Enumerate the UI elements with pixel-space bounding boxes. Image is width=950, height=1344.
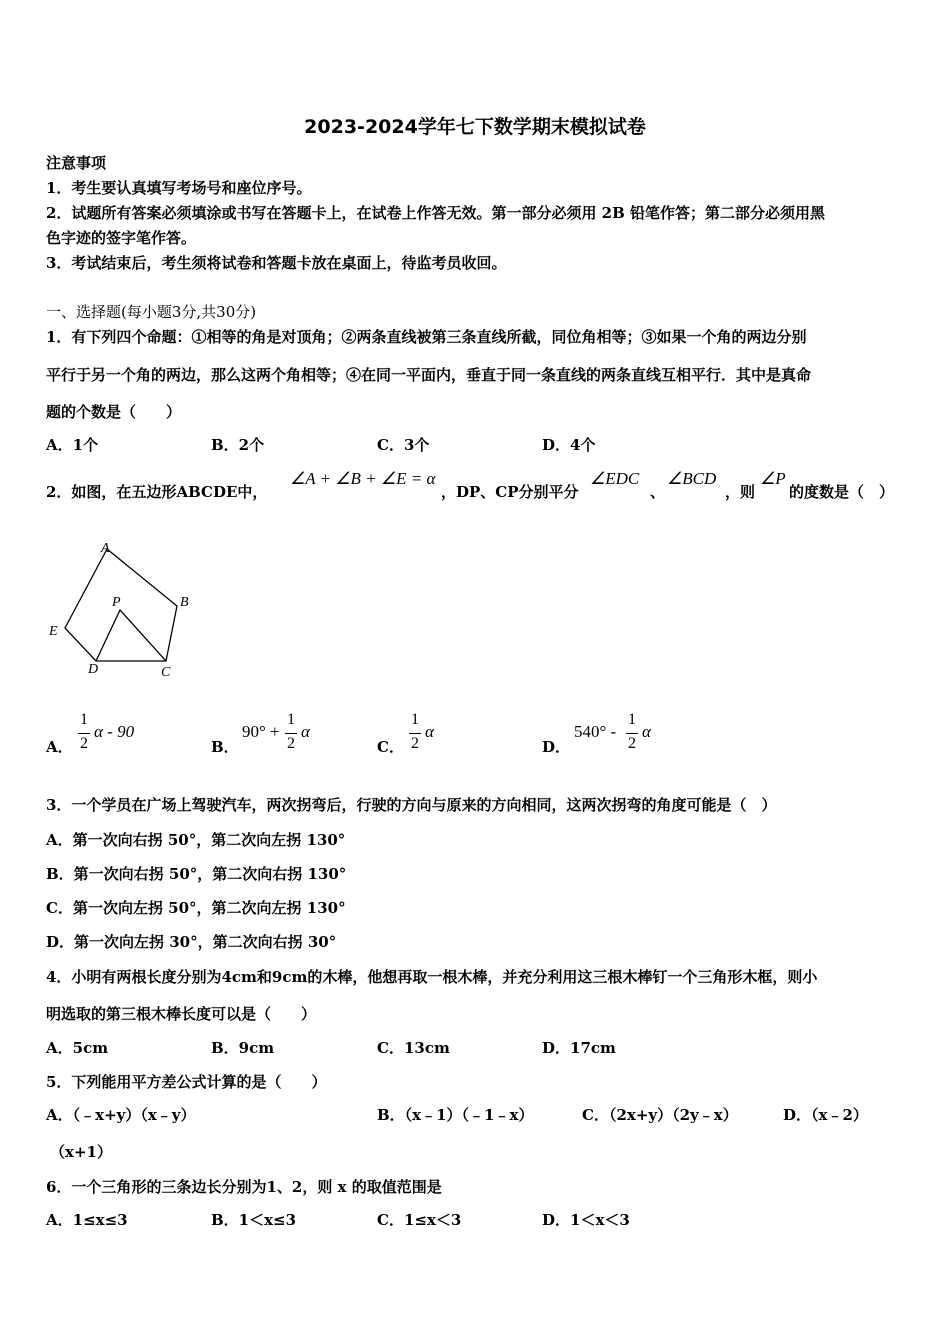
q2-option-b-label: B． <box>211 738 239 756</box>
q2-separator: 、 <box>650 483 666 501</box>
q2-option-a-denominator: 2 <box>80 735 88 752</box>
fraction-bar <box>285 733 297 734</box>
q1-line-3: 题的个数是（ ） <box>46 403 182 421</box>
vertex-label-c: C <box>161 665 171 680</box>
q2-option-d-prefix: 540° - <box>574 722 617 741</box>
q3-stem: 3．一个学员在广场上驾驶汽车，两次拐弯后，行驶的方向与原来的方向相同，这两次拐弯的角度可能是（ ） <box>46 796 777 814</box>
vertex-label-d: D <box>88 662 99 677</box>
q2-mid-1: ，DP、CP分别平分 <box>441 483 579 501</box>
q2-prefix: 2．如图，在五边形ABCDE中， <box>46 483 268 501</box>
q3-option-d: D．第一次向左拐 30°，第二次向右拐 30° <box>46 933 337 951</box>
q2-angle-sum: ∠A + ∠B + ∠E = α <box>290 469 436 488</box>
notice-item-1: 1．考生要认真填写考场号和座位序号。 <box>46 179 312 197</box>
notice-item-2: 2．试题所有答案必须填涂或书写在答题卡上，在试卷上作答无效。第一部分必须用 2B 铅笔作答；第二部分必须用黑 <box>46 204 826 222</box>
q1-option-d: D．4个 <box>542 436 596 454</box>
q1-option-a: A．1个 <box>46 436 99 454</box>
q5-option-a: A．（﹣x+y）（x﹣y） <box>46 1106 196 1124</box>
q2-option-a-label: A． <box>46 738 73 756</box>
section-heading: 一、选择题(每小题3分,共30分) <box>46 303 257 321</box>
q6-stem: 6．一个三角形的三条边长分别为1、2，则 x 的取值范围是 <box>46 1178 442 1196</box>
q2-angle-bcd: ∠BCD <box>667 469 717 488</box>
q1-line-1: 1．有下列四个命题：①相等的角是对顶角；②两条直线被第三条直线所截，同位角相等；③如果一个角的两边分别 <box>46 328 807 346</box>
q6-option-b: B．1＜x≤3 <box>211 1211 297 1229</box>
q4-option-a: A．5cm <box>46 1039 109 1057</box>
vertex-label-b: B <box>180 595 189 610</box>
q5-option-b: B．（x﹣1）（﹣1﹣x） <box>377 1106 534 1124</box>
vertex-label-e: E <box>49 624 58 639</box>
q4-option-c: C．13cm <box>377 1039 450 1057</box>
pentagon-outline <box>65 549 177 661</box>
q3-option-c: C．第一次向左拐 50°，第二次向左拐 130° <box>46 899 346 917</box>
q5-option-d: D．（x﹣2） <box>783 1106 868 1124</box>
q2-option-c-denominator: 2 <box>411 735 419 752</box>
q6-option-d: D．1＜x＜3 <box>542 1211 630 1229</box>
q2-option-c-expr: α <box>425 722 434 741</box>
q2-option-d-numerator: 1 <box>628 711 636 728</box>
q4-line-2: 明选取的第三根木棒长度可以是（ ） <box>46 1005 317 1023</box>
notice-item-2-cont: 色字迹的签字笔作答。 <box>46 229 197 247</box>
q1-option-b: B．2个 <box>211 436 265 454</box>
q4-option-d: D．17cm <box>542 1039 616 1057</box>
pentagon-figure <box>40 535 210 685</box>
q4-line-1: 4．小明有两根长度分别为4cm和9cm的木棒，他想再取一根木棒，并充分利用这三根木棒钉一个三角形木框，则小 <box>46 968 818 986</box>
q2-option-b-denominator: 2 <box>287 735 295 752</box>
q2-angle-edc: ∠EDC <box>590 469 640 488</box>
notice-heading: 注意事项 <box>46 154 107 172</box>
q2-option-c-label: C． <box>377 738 404 756</box>
q1-option-c: C．3个 <box>377 436 430 454</box>
q5-option-c: C．（2x+y）（2y﹣x） <box>582 1106 738 1124</box>
q1-line-2: 平行于另一个角的两边，那么这两个角相等；④在同一平面内，垂直于同一条直线的两条直线互相平行．其中是真命 <box>46 366 812 384</box>
q2-option-d-label: D． <box>542 738 571 756</box>
q2-suffix: 的度数是（ ） <box>789 483 895 501</box>
q2-option-b-prefix: 90° + <box>242 722 280 741</box>
q2-option-d-denominator: 2 <box>628 735 636 752</box>
vertex-label-p: P <box>112 595 121 610</box>
q5-option-d-cont: （x+1） <box>50 1143 112 1161</box>
q6-option-a: A．1≤x≤3 <box>46 1211 128 1229</box>
q3-option-a: A．第一次向右拐 50°，第二次向左拐 130° <box>46 831 346 849</box>
fraction-bar <box>78 733 90 734</box>
page-title: 2023-2024学年七下数学期末模拟试卷 <box>304 116 646 138</box>
fraction-bar <box>626 733 638 734</box>
fraction-bar <box>409 733 421 734</box>
q4-option-b: B．9cm <box>211 1039 275 1057</box>
q6-option-c: C．1≤x＜3 <box>377 1211 462 1229</box>
triangle-pdc <box>96 610 166 661</box>
q2-option-b-numerator: 1 <box>287 711 295 728</box>
notice-item-3: 3．考试结束后，考生须将试卷和答题卡放在桌面上，待监考员收回。 <box>46 254 507 272</box>
vertex-label-a: A <box>101 541 110 556</box>
q2-option-d-expr: α <box>642 722 651 741</box>
q5-stem: 5．下列能用平方差公式计算的是（ ） <box>46 1073 327 1091</box>
q2-option-c-numerator: 1 <box>411 711 419 728</box>
q2-mid-2: ，则 <box>725 483 756 501</box>
q2-option-a-expr: α - 90 <box>94 722 135 741</box>
q3-option-b: B．第一次向右拐 50°，第二次向右拐 130° <box>46 865 347 883</box>
q2-option-b-expr: α <box>301 722 310 741</box>
q2-option-a-numerator: 1 <box>80 711 88 728</box>
q2-angle-p: ∠P <box>760 469 786 488</box>
